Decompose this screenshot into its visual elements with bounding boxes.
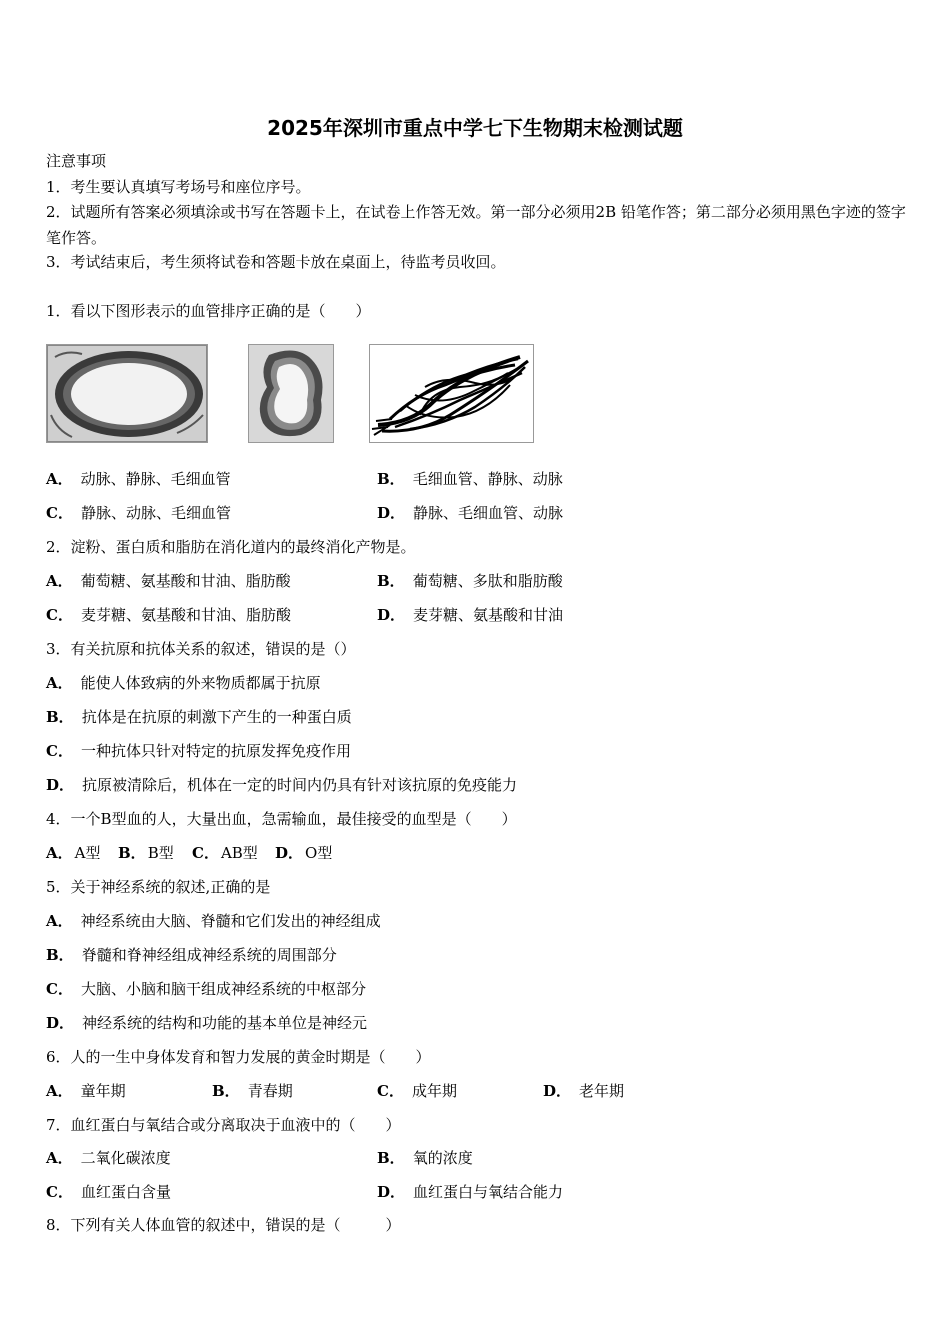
option-text: 二氧化碳浓度 xyxy=(80,1149,171,1167)
option-label: A． xyxy=(46,1082,73,1100)
option-b[interactable] xyxy=(46,707,352,727)
option-label: C． xyxy=(46,980,73,998)
option-c[interactable] xyxy=(46,503,231,523)
option-text: 毛细血管、静脉、动脉 xyxy=(412,470,563,488)
option-c[interactable] xyxy=(46,979,366,999)
option-a[interactable] xyxy=(46,1081,126,1101)
option-d[interactable] xyxy=(377,605,563,625)
option-text: 能使人体致病的外来物质都属于抗原 xyxy=(80,674,321,692)
option-text: 静脉、毛细血管、动脉 xyxy=(413,504,564,522)
option-text: 麦芽糖、氨基酸和甘油 xyxy=(413,606,564,624)
vein-cross-section-image xyxy=(248,344,334,443)
option-c[interactable] xyxy=(46,741,351,761)
question-stem: 5．关于神经系统的叙述,正确的是 xyxy=(46,878,271,896)
option-text: 麦芽糖、氨基酸和甘油、脂肪酸 xyxy=(80,606,291,624)
option-text: 抗原被清除后，机体在一定的时间内仍具有针对该抗原的免疫能力 xyxy=(82,776,518,794)
option-b[interactable] xyxy=(118,843,174,863)
option-text: 大脑、小脑和脑干组成神经系统的中枢部分 xyxy=(80,980,366,998)
option-label: D． xyxy=(377,504,406,522)
option-c[interactable] xyxy=(192,843,258,863)
option-label: B． xyxy=(377,572,405,590)
option-d[interactable] xyxy=(377,1182,563,1202)
question-stem: 8．下列有关人体血管的叙述中，错误的是（ ） xyxy=(46,1216,401,1234)
option-text: 血红蛋白含量 xyxy=(80,1183,171,1201)
question-stem: 7．血红蛋白与氧结合或分离取决于血液中的（ ） xyxy=(46,1116,401,1134)
option-text: 成年期 xyxy=(411,1082,457,1100)
option-d[interactable] xyxy=(377,503,563,523)
option-d[interactable] xyxy=(46,1013,367,1033)
question-stem: 4．一个B型血的人，大量出血，急需输血，最佳接受的血型是（ ） xyxy=(46,810,517,828)
option-text: 神经系统由大脑、脊髓和它们发出的神经组成 xyxy=(80,912,381,930)
question-stem: 1．看以下图形表示的血管排序正确的是（ ） xyxy=(46,302,371,320)
option-text: 氧的浓度 xyxy=(412,1149,473,1167)
option-label: B． xyxy=(46,708,74,726)
option-b[interactable] xyxy=(46,945,337,965)
option-label: C． xyxy=(46,1183,73,1201)
capillary-network-image xyxy=(369,344,534,443)
notice-item: 3．考试结束后，考生须将试卷和答题卡放在桌面上，待监考员收回。 xyxy=(46,253,506,271)
option-label: A． xyxy=(46,1149,73,1167)
option-text: 静脉、动脉、毛细血管 xyxy=(80,504,231,522)
option-d[interactable] xyxy=(543,1081,624,1101)
question-stem: 2．淀粉、蛋白质和脂肪在消化道内的最终消化产物是。 xyxy=(46,538,416,556)
option-text: 血红蛋白与氧结合能力 xyxy=(413,1183,564,1201)
option-label: D． xyxy=(543,1082,572,1100)
option-a[interactable] xyxy=(46,1148,171,1168)
option-label: C． xyxy=(377,1082,404,1100)
notice-heading: 注意事项 xyxy=(46,152,107,170)
option-text: 动脉、静脉、毛细血管 xyxy=(80,470,231,488)
option-a[interactable] xyxy=(46,571,291,591)
option-text: 葡萄糖、氨基酸和甘油、脂肪酸 xyxy=(80,572,291,590)
option-b[interactable] xyxy=(377,469,563,489)
option-c[interactable] xyxy=(46,605,291,625)
option-text: B型 xyxy=(147,844,174,862)
option-text: 青春期 xyxy=(247,1082,293,1100)
option-text: AB型 xyxy=(220,844,258,862)
option-a[interactable] xyxy=(46,673,321,693)
option-d[interactable] xyxy=(46,775,517,795)
option-label: A． xyxy=(46,912,73,930)
option-text: A型 xyxy=(74,844,101,862)
option-text: 抗体是在抗原的刺激下产生的一种蛋白质 xyxy=(81,708,352,726)
option-label: B． xyxy=(377,470,405,488)
option-d[interactable] xyxy=(275,843,332,863)
artery-cross-section-image xyxy=(46,344,208,443)
option-label: C． xyxy=(46,504,73,522)
option-label: B． xyxy=(377,1149,405,1167)
option-label: D． xyxy=(46,1014,75,1032)
question-stem: 6．人的一生中身体发育和智力发展的黄金时期是（ ） xyxy=(46,1048,431,1066)
option-a[interactable] xyxy=(46,469,231,489)
option-label: D． xyxy=(377,1183,406,1201)
option-b[interactable] xyxy=(377,571,563,591)
option-label: A． xyxy=(46,844,73,862)
option-label: B． xyxy=(118,844,146,862)
option-label: B． xyxy=(46,946,74,964)
option-label: A． xyxy=(46,674,73,692)
option-text: 脊髓和脊神经组成神经系统的周围部分 xyxy=(81,946,337,964)
option-a[interactable] xyxy=(46,911,381,931)
option-text: 神经系统的结构和功能的基本单位是神经元 xyxy=(82,1014,368,1032)
option-label: A． xyxy=(46,572,73,590)
option-label: C． xyxy=(46,742,73,760)
option-a[interactable] xyxy=(46,843,100,863)
option-b[interactable] xyxy=(377,1148,473,1168)
option-c[interactable] xyxy=(377,1081,457,1101)
option-text: 老年期 xyxy=(579,1082,625,1100)
question-stem: 3．有关抗原和抗体关系的叙述，错误的是（） xyxy=(46,640,356,658)
option-label: A． xyxy=(46,470,73,488)
option-label: C． xyxy=(46,606,73,624)
notice-item: 1．考生要认真填写考场号和座位序号。 xyxy=(46,178,311,196)
option-label: D． xyxy=(275,844,304,862)
option-label: C． xyxy=(192,844,219,862)
option-c[interactable] xyxy=(46,1182,171,1202)
option-label: D． xyxy=(46,776,75,794)
page-title: 2025年深圳市重点中学七下生物期末检测试题 xyxy=(267,116,683,140)
option-text: 葡萄糖、多肽和脂肪酸 xyxy=(412,572,563,590)
option-text: 一种抗体只针对特定的抗原发挥免疫作用 xyxy=(80,742,351,760)
notice-item: 2．试题所有答案必须填涂或书写在答题卡上，在试卷上作答无效。第一部分必须用2B 铅笔作答；第二部分必须用黑色字迹的签字笔作答。 xyxy=(46,203,906,247)
option-b[interactable] xyxy=(212,1081,293,1101)
option-label: D． xyxy=(377,606,406,624)
option-label: B． xyxy=(212,1082,240,1100)
option-text: 童年期 xyxy=(80,1082,126,1100)
option-text: O型 xyxy=(305,844,333,862)
